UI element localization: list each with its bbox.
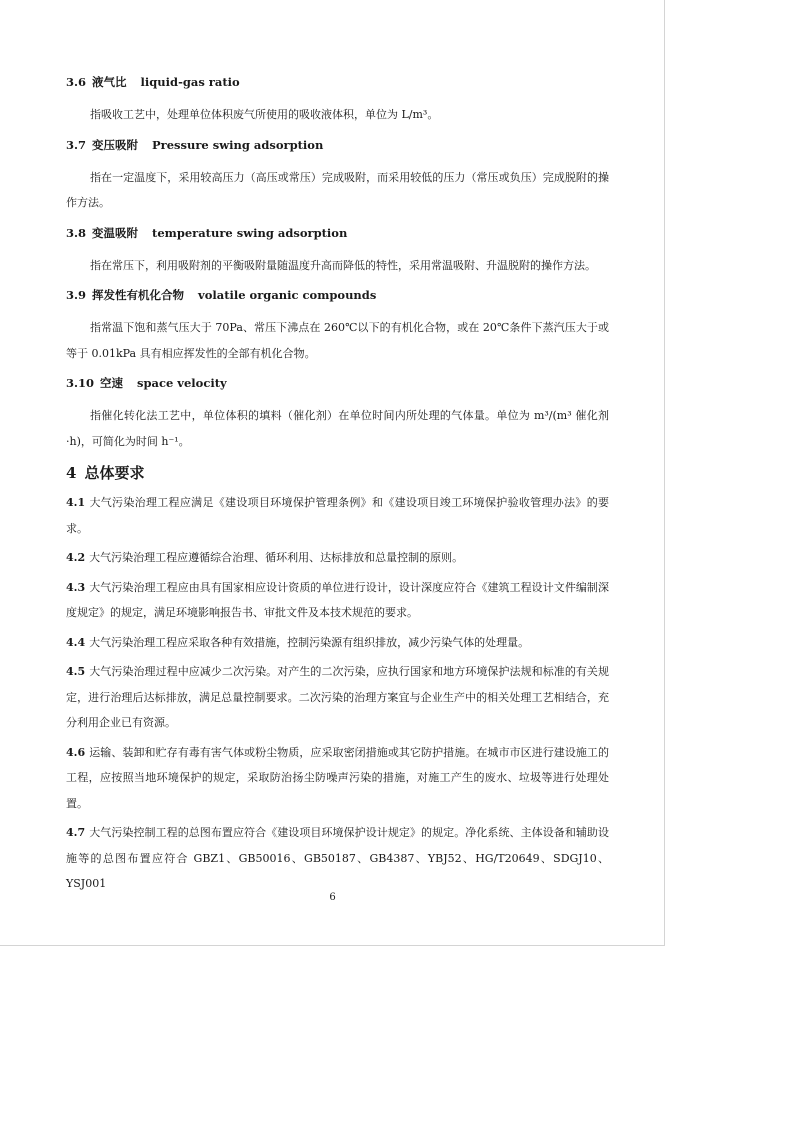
section-heading-4: 4 总体要求 (66, 464, 145, 482)
term-definition-3-7: 指在一定温度下，采用较高压力（高压或常压）完成吸附，而采用较低的压力（常压或负压）完成脱附的操作方法。 (66, 170, 609, 209)
term-heading-3-8: 3.8 变温吸附 temperature swing adsorption (66, 225, 348, 240)
page-content (66, 73, 609, 901)
term-heading-3-6: 3.6 液气比 liquid-gas ratio (66, 75, 240, 89)
clause-4-2: 4.2 大气污染治理工程应遵循综合治理、循环利用、达标排放和总量控制的原则。 (66, 551, 464, 564)
clause-4-1: 4.1 大气污染治理工程应满足《建设项目环境保护管理条例》和《建设项目竣工环境保护验收管理办法》的要求。 (66, 496, 609, 535)
term-definition-3-10: 指催化转化法工艺中，单位体积的填料（催化剂）在单位时间内所处理的气体量。单位为 m³/(m³ 催化剂·h)，可简化为时间 h⁻¹。 (66, 409, 609, 448)
term-heading-3-7: 3.7 变压吸附 Pressure swing adsorption (66, 137, 324, 152)
term-definition-3-6: 指吸收工艺中，处理单位体积废气所使用的吸收液体积，单位为 L/m³。 (90, 108, 439, 121)
term-heading-3-10: 3.10 空速 space velocity (66, 376, 227, 390)
clause-4-5: 4.5 大气污染治理过程中应减少二次污染。对产生的二次污染，应执行国家和地方环境保护法规和标准的有关规定，进行治理后达标排放，满足总量控制要求。二次污染的治理方案宜与企业生产中的相关处理工艺相结合，充分利用企业已有资源。 (66, 665, 609, 729)
clause-4-3: 4.3 大气污染治理工程应由具有国家相应设计资质的单位进行设计，设计深度应符合《建筑工程设计文件编制深度规定》的规定，满足环境影响报告书、审批文件及本技术规范的要求。 (66, 580, 609, 619)
clause-4-7: 4.7 大气污染控制工程的总图布置应符合《建设项目环境保护设计规定》的规定。净化系统、主体设备和辅助设施等的总图布置应符合 GBZ1、GB50016、GB50187、GB4387、YBJ52、HG/T20649、SDGJ10、YSJ001 (66, 826, 609, 890)
page-number: 6 (329, 892, 336, 903)
term-definition-3-9: 指常温下饱和蒸气压大于 70Pa、常压下沸点在 260℃以下的有机化合物，或在 20℃条件下蒸汽压大于或等于 0.01kPa 具有相应挥发性的全部有机化合物。 (66, 321, 609, 360)
clause-4-6: 4.6 运输、装卸和贮存有毒有害气体或粉尘物质，应采取密闭措施或其它防护措施。在城市市区进行建设施工的工程，应按照当地环境保护的规定，采取防治扬尘防噪声污染的措施，对施工产生的废水、垃圾等进行处理处置。 (66, 745, 609, 810)
clause-4-4: 4.4 大气污染治理工程应采取各种有效措施，控制污染源有组织排放，减少污染气体的处理量。 (66, 635, 530, 649)
term-definition-3-8: 指在常压下，利用吸附剂的平衡吸附量随温度升高而降低的特性，采用常温吸附、升温脱附的操作方法。 (90, 258, 596, 272)
term-heading-3-9: 3.9 挥发性有机化合物 volatile organic compounds (66, 288, 377, 302)
